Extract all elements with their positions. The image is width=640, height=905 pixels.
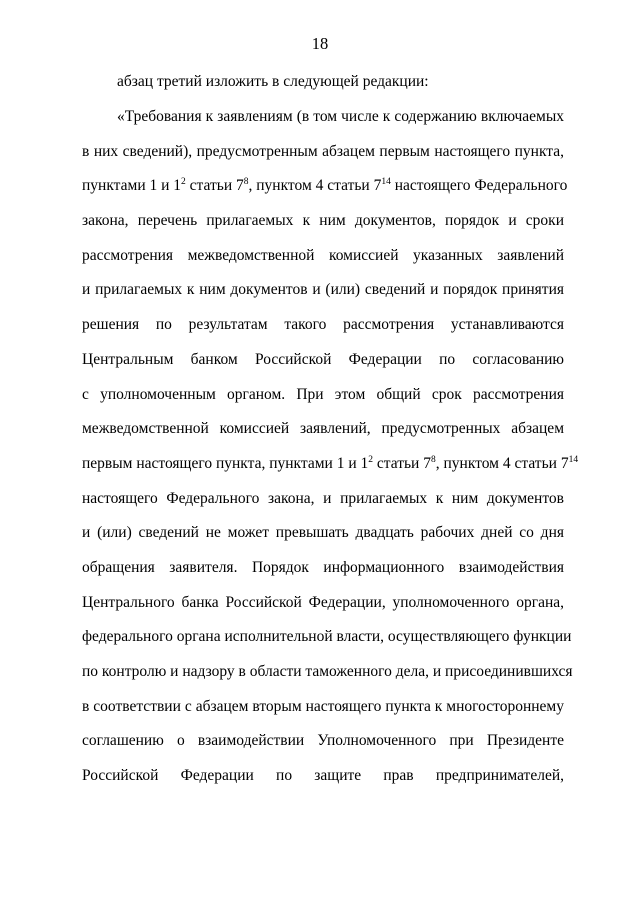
- text-line: [82, 419, 564, 454]
- text-segment: в соответствии с абзацем вторым настоящего пункта к многостороннему: [82, 697, 564, 715]
- text-segment: решения по результатам такого рассмотрения устанавливаются: [82, 316, 564, 334]
- text-segment: обращения заявителя. Порядок информационного взаимодействия: [82, 558, 564, 576]
- text-segment: «Требования к заявлениям (в том числе к содержанию включаемых: [117, 108, 564, 125]
- text-line: [82, 627, 572, 662]
- text-line: [82, 593, 564, 628]
- text-segment: в них сведений), предусмотренным абзацем первым настоящего пункта,: [82, 142, 564, 160]
- superscript: 8: [430, 454, 436, 465]
- text-segment: закона, перечень прилагаемых к ним документов, порядок и сроки: [82, 212, 564, 230]
- text-line: [82, 766, 564, 801]
- text-segment: статьи 7: [185, 177, 244, 195]
- text-line: [82, 454, 579, 489]
- superscript: 8: [243, 177, 249, 188]
- text-segment: статьи 7: [373, 454, 431, 472]
- text-segment: рассмотрения межведомственной комиссией указанных заявлений: [82, 246, 564, 264]
- text-segment: и прилагаемых к ним документов и (или) сведений и порядок принятия: [82, 281, 564, 299]
- text-line: [82, 211, 564, 246]
- text-segment: , пунктом 4 статьи 7: [435, 454, 569, 472]
- superscript: 14: [381, 177, 391, 188]
- text-segment: настоящего Федерального закона, и прилагаемых к ним документов: [82, 489, 564, 507]
- text-line: [82, 107, 564, 142]
- text-line: [82, 662, 573, 697]
- text-segment: , пунктом 4 статьи 7: [248, 177, 382, 195]
- text-line: [82, 246, 564, 281]
- text-segment: по контролю и надзору в области таможенного дела, и присоединившихся: [82, 663, 573, 680]
- text-segment: настоящего Федерального: [390, 177, 568, 195]
- superscript: 2: [368, 454, 374, 465]
- text-line: [82, 523, 564, 558]
- text-segment: соглашению о взаимодействии Уполномоченного при Президенте: [82, 732, 564, 750]
- intro-paragraph: абзац третий изложить в следующей редакции:: [117, 73, 429, 90]
- text-segment: пунктами 1 и 1: [82, 177, 182, 195]
- text-line: [82, 558, 564, 593]
- text-segment: Российской Федерации по защите прав предпринимателей,: [82, 767, 564, 785]
- text-line: [82, 315, 564, 350]
- page-number: 18: [311, 34, 329, 53]
- text-line: [82, 176, 568, 211]
- text-line: [82, 142, 564, 177]
- text-line: [82, 280, 564, 315]
- text-segment: федерального органа исполнительной власти, осуществляющего функции: [82, 628, 572, 646]
- body-paragraph: [82, 107, 579, 801]
- text-line: [82, 385, 564, 420]
- text-segment: межведомственной комиссией заявлений, предусмотренных абзацем: [82, 420, 564, 438]
- text-segment: Центрального банка Российской Федерации, уполномоченного органа,: [82, 593, 564, 611]
- text-segment: с уполномоченным органом. При этом общий срок рассмотрения: [82, 385, 564, 403]
- text-segment: и (или) сведений не может превышать двадцать рабочих дней со дня: [82, 524, 564, 542]
- text-line: [82, 489, 564, 524]
- text-line: [82, 697, 564, 732]
- text-line: [82, 350, 564, 385]
- superscript: 2: [181, 177, 186, 188]
- text-segment: Центральным банком Российской Федерации по согласованию: [82, 350, 564, 368]
- text-segment: первым настоящего пункта, пунктами 1 и 1: [82, 454, 369, 472]
- superscript: 14: [568, 454, 579, 465]
- text-line: [82, 731, 564, 766]
